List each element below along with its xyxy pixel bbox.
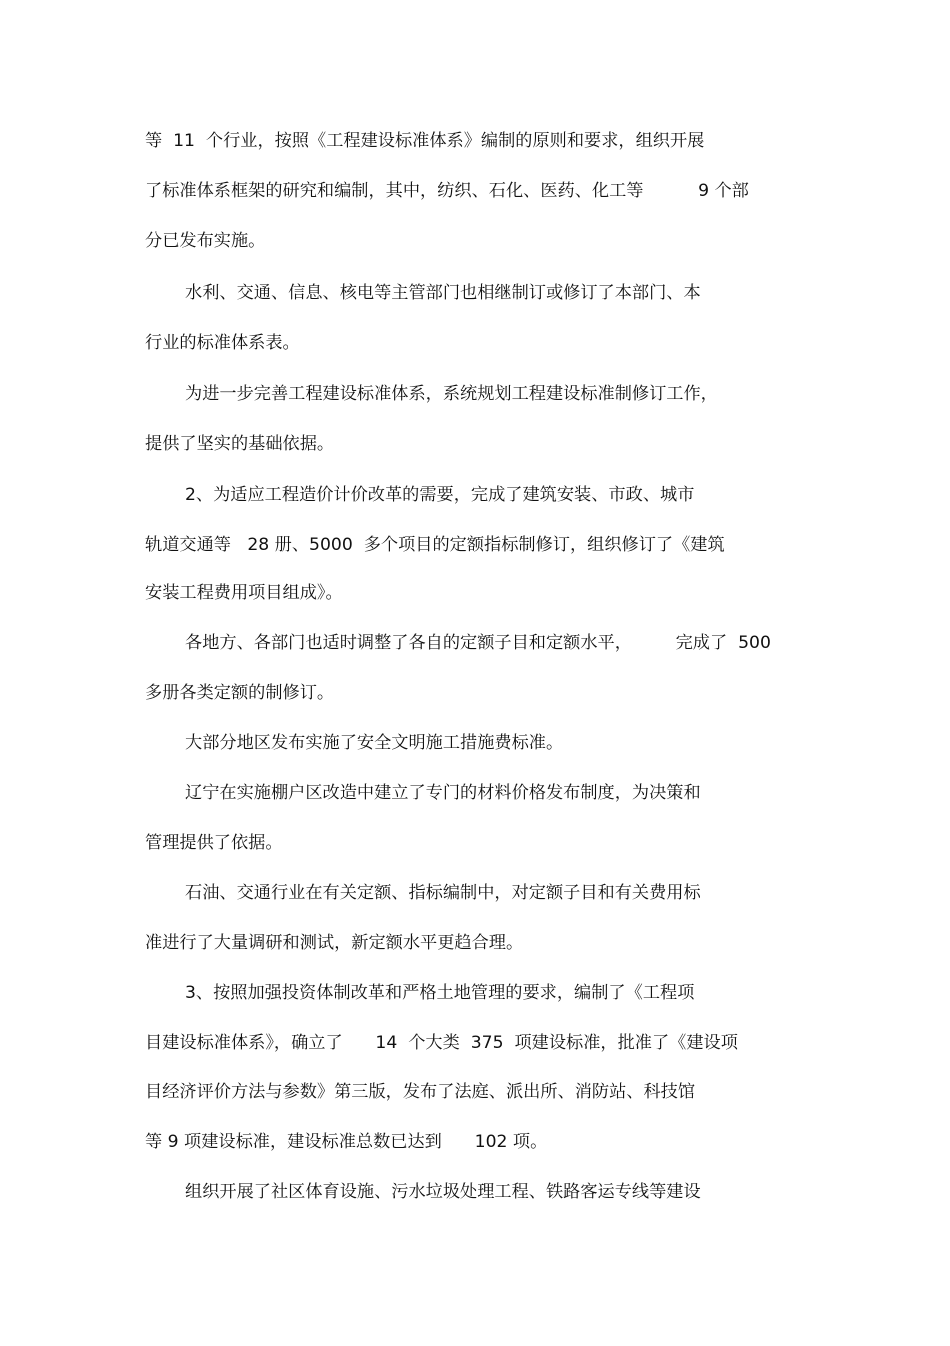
text-line: 各地方、各部门也适时调整了各自的定额子目和定额水平， 完成了 500 <box>185 633 771 653</box>
text-line: 2、为适应工程造价计价改革的需要，完成了建筑安装、市政、城市 <box>185 485 695 505</box>
text-line: 辽宁在实施棚户区改造中建立了专门的材料价格发布制度，为决策和 <box>185 783 701 803</box>
text-line: 了标准体系框架的研究和编制，其中，纺织、石化、医药、化工等 9 个部 <box>145 181 749 201</box>
text-line: 等 11 个行业，按照《工程建设标准体系》编制的原则和要求，组织开展 <box>145 131 705 151</box>
text-line: 3、按照加强投资体制改革和严格土地管理的要求，编制了《工程项 <box>185 983 695 1003</box>
text-line: 分已发布实施。 <box>145 231 266 251</box>
text-line: 石油、交通行业在有关定额、指标编制中，对定额子目和有关费用标 <box>185 883 701 903</box>
text-line: 目经济评价方法与参数》第三版，发布了法庭、派出所、消防站、科技馆 <box>145 1082 696 1102</box>
text-line: 组织开展了社区体育设施、污水垃圾处理工程、铁路客运专线等建设 <box>185 1182 701 1202</box>
text-line: 等 9 项建设标准，建设标准总数已达到 102 项。 <box>145 1132 548 1152</box>
text-line: 安装工程费用项目组成》。 <box>145 583 343 603</box>
text-line: 目建设标准体系》，确立了 14 个大类 375 项建设标准，批准了《建设项 <box>145 1033 738 1053</box>
text-line: 水利、交通、信息、核电等主管部门也相继制订或修订了本部门、本 <box>185 283 701 303</box>
text-line: 多册各类定额的制修订。 <box>145 683 335 703</box>
text-line: 大部分地区发布实施了安全文明施工措施费标准。 <box>185 733 564 753</box>
text-line: 管理提供了依据。 <box>145 833 283 853</box>
text-line: 轨道交通等 28 册、5000 多个项目的定额指标制修订，组织修订了《建筑 <box>145 535 725 555</box>
text-line: 准进行了大量调研和测试，新定额水平更趋合理。 <box>145 933 524 953</box>
text-line: 提供了坚实的基础依据。 <box>145 434 335 454</box>
text-line: 行业的标准体系表。 <box>145 333 300 353</box>
text-line: 为进一步完善工程建设标准体系，系统规划工程建设标准制修订工作， <box>185 384 718 404</box>
